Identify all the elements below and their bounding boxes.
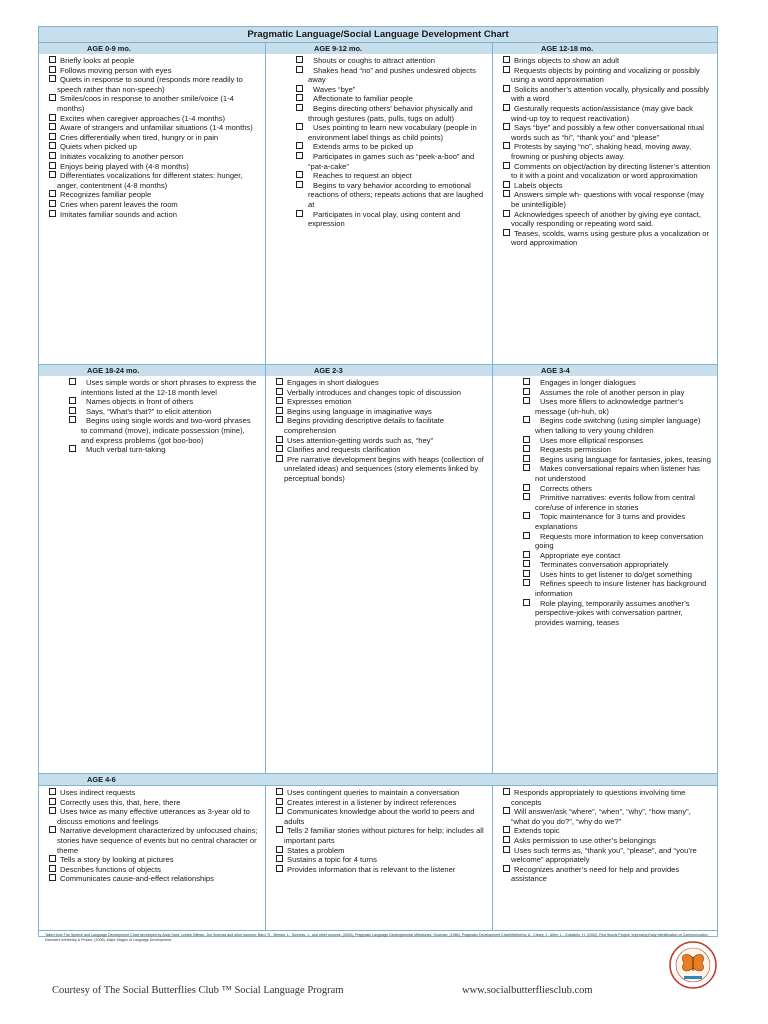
- checklist-item-text: Primitive narratives: events follow from central core/use of inference in stories: [535, 493, 695, 512]
- checklist-item: [503, 826, 711, 836]
- checklist-item-text: Tells 2 familiar stories without pictures for help; includes all important parts: [284, 826, 484, 845]
- checklist-item-text: Briefly looks at people: [60, 56, 135, 65]
- checkbox[interactable]: [503, 846, 510, 853]
- checkbox[interactable]: [276, 455, 283, 462]
- checklist-item: [49, 798, 259, 808]
- chart-title: Pragmatic Language/Social Language Development Chart: [39, 27, 717, 43]
- checklist-item: [276, 436, 486, 446]
- checklist-item: [49, 874, 259, 884]
- checklist-item-text: Aware of strangers and unfamiliar situations (1-4 months): [60, 123, 253, 133]
- checklist-item-text: Acknowledges speech of another by giving eye contact, vocally responding or repeating word said.: [511, 209, 702, 229]
- checklist-item-text: Expresses emotion: [287, 397, 352, 407]
- checkbox[interactable]: [276, 378, 283, 385]
- checklist-item-text: Topic maintenance for 3 turns and provides explanations: [535, 512, 686, 531]
- checklist-item-text: Communicates knowledge about the world to peers and adults: [284, 807, 475, 826]
- checkbox[interactable]: [276, 788, 283, 795]
- checkbox[interactable]: [69, 416, 76, 423]
- checkbox[interactable]: [503, 229, 510, 236]
- checkbox[interactable]: [49, 123, 56, 130]
- checklist-item-text: Begins using single words and two-word phrases to command (move), indicate possession (mine), and express problems (got boo-boo): [81, 416, 251, 445]
- checkbox[interactable]: [523, 416, 530, 423]
- checkbox[interactable]: [49, 114, 56, 121]
- checklist-item: [503, 123, 711, 142]
- checklist-item: [276, 94, 486, 104]
- checkbox[interactable]: [503, 865, 510, 872]
- checklist-item-text: Correctly uses this, that, here, there: [60, 797, 181, 807]
- checklist-item-text: Begins using language for fantasies, jokes, teasing: [540, 454, 711, 464]
- checklist-item: [503, 532, 711, 551]
- footer-courtesy: Courtesy of The Social Butterflies Club ™ Social Language Program: [52, 985, 344, 996]
- checkbox[interactable]: [296, 85, 303, 92]
- checklist-item: [503, 560, 711, 570]
- checkbox[interactable]: [49, 162, 56, 169]
- checklist-item-text: Uses pointing to learn new vocabulary (people in environment label things as child points): [308, 123, 477, 142]
- checkbox[interactable]: [523, 579, 530, 586]
- checkbox[interactable]: [49, 133, 56, 140]
- checklist-item: [49, 865, 259, 875]
- checklist-item: [276, 378, 486, 388]
- checklist-item: [276, 397, 486, 407]
- checkbox[interactable]: [296, 94, 303, 101]
- checklist-item: [49, 94, 259, 113]
- checklist-item: [49, 378, 259, 397]
- checkbox[interactable]: [296, 56, 303, 63]
- checklist-item: [503, 484, 711, 494]
- checklist-item-text: Differentiates vocalizations for different states: hunger, anger, contentment (4-8 months): [57, 171, 243, 190]
- checklist-item: [503, 512, 711, 531]
- checklist-item: [49, 123, 259, 133]
- checklist-item: [49, 114, 259, 124]
- row-infant: [39, 43, 717, 365]
- cell-age-4-6-col1: [39, 786, 265, 930]
- cell-age-4-6-col2: [265, 786, 492, 930]
- checkbox[interactable]: [69, 378, 76, 385]
- checklist-item-text: Recognizes familiar people: [60, 190, 152, 200]
- checklist-item-text: Begins code switching (using simpler language) when talking to very young children: [535, 416, 701, 435]
- checklist-item-text: Quiets in response to sound (responds more readily to speech rather than non-speech): [57, 75, 243, 94]
- checkbox[interactable]: [503, 836, 510, 843]
- checklist-item: [276, 152, 486, 171]
- checkbox[interactable]: [49, 798, 56, 805]
- checklist-item: [503, 162, 711, 181]
- list-age-3-4: [493, 376, 717, 773]
- checklist-item: [49, 142, 259, 152]
- checklist-item: [276, 416, 486, 435]
- checkbox[interactable]: [523, 455, 530, 462]
- checklist-item-text: Uses hints to get listener to do/get something: [540, 569, 692, 579]
- cell-age-3-4: [492, 365, 717, 773]
- checkbox[interactable]: [49, 190, 56, 197]
- checklist-item-text: Answers simple wh- questions with vocal response (may be unintelligible): [511, 190, 704, 209]
- checkbox[interactable]: [69, 407, 76, 414]
- checklist-item-text: Appropriate eye contact: [540, 550, 621, 560]
- checkbox[interactable]: [503, 104, 510, 111]
- cell-age-4-6-col3: [492, 786, 717, 930]
- checkbox[interactable]: [296, 104, 303, 111]
- checklist-item-text: Sustains a topic for 4 turns: [287, 855, 377, 865]
- checklist-item: [503, 378, 711, 388]
- checklist-item-text: Begins providing descriptive details to facilitate comprehension: [284, 416, 445, 435]
- checkbox[interactable]: [49, 200, 56, 207]
- checkbox[interactable]: [523, 551, 530, 558]
- checklist-item: [503, 416, 711, 435]
- checklist-item: [276, 807, 486, 826]
- checklist-item: [276, 104, 486, 123]
- checklist-item-text: Asks permission to use other’s belongings: [514, 835, 656, 845]
- checkbox[interactable]: [296, 152, 303, 159]
- checkbox[interactable]: [49, 210, 56, 217]
- checklist-item-text: Shakes head “no” and pushes undesired objects away: [308, 65, 476, 85]
- checklist-item-text: Engages in short dialogues: [287, 378, 379, 387]
- checklist-item: [503, 807, 711, 826]
- checkbox[interactable]: [523, 397, 530, 404]
- checklist-item: [49, 56, 259, 66]
- checklist-item-text: Extends topic: [514, 826, 560, 836]
- checklist-item-text: Names objects in front of others: [86, 397, 194, 407]
- checklist-item-text: Recognizes another’s need for help and provides assistance: [511, 864, 680, 884]
- checkbox[interactable]: [276, 798, 283, 805]
- checklist-item-text: Describes functions of objects: [60, 864, 161, 874]
- checklist-item: [276, 66, 486, 85]
- checklist-item-text: Imitates familiar sounds and action: [60, 209, 177, 219]
- checkbox[interactable]: [523, 464, 530, 471]
- checklist-item-text: Smiles/coos in response to another smile/voice (1-4 months): [57, 94, 234, 113]
- checkbox[interactable]: [503, 142, 510, 149]
- checklist-item-text: Responds appropriately to questions involving time concepts: [511, 788, 686, 807]
- checkbox[interactable]: [49, 855, 56, 862]
- checkbox[interactable]: [296, 142, 303, 149]
- cell-age-18-24: [39, 365, 265, 773]
- checklist-item-text: Verbally introduces and changes topic of discussion: [287, 387, 461, 397]
- checkbox[interactable]: [276, 445, 283, 452]
- checklist-item-text: Extends arms to be picked up: [313, 142, 414, 152]
- checklist-item: [276, 407, 486, 417]
- checkbox[interactable]: [503, 181, 510, 188]
- checklist-item: [276, 181, 486, 210]
- checkbox[interactable]: [49, 142, 56, 149]
- checklist-item-text: Communicates cause-and-effect relationships: [60, 874, 214, 884]
- checklist-item-text: Cries when parent leaves the room: [60, 199, 178, 209]
- checklist-item: [503, 846, 711, 865]
- checklist-item: [503, 436, 711, 446]
- checklist-item: [49, 788, 259, 798]
- checklist-item: [276, 865, 486, 875]
- checklist-item: [49, 152, 259, 162]
- checklist-item: [276, 445, 486, 455]
- checkbox[interactable]: [49, 807, 56, 814]
- checklist-item-text: Uses attention-getting words such as, “hey”: [287, 435, 434, 445]
- checkbox[interactable]: [523, 484, 530, 491]
- header-age-3-4: AGE 3-4: [493, 365, 717, 376]
- references: Taken from The Speech and Language Development Chart developed by Addy Sard, Leslea Sillman, Jim Suemas and other sources: Bard, R., Sillman, L., Suemas, J., and other sources. (2000). Pragmatic Language Developmental Milestones. Shulman, (1986). Pragmatic Development Chart/Wetherby, A., Cleary, J., Allen, L., Goldstein, H. (2002). First Words Project: Improving Early Identification of Communication Disorders Wetherby & Prizant, (2008). Major Stages of Language Development.: [45, 933, 708, 942]
- checkbox[interactable]: [276, 826, 283, 833]
- checklist-item-text: Gesturally requests action/assistance (may give back wind-up toy to request reactivation): [511, 103, 693, 123]
- checklist-item: [276, 788, 486, 798]
- checkbox[interactable]: [69, 445, 76, 452]
- checklist-item: [503, 229, 711, 248]
- list-age-2-3: [266, 376, 492, 773]
- checklist-item-text: Assumes the role of another person in play: [540, 387, 685, 397]
- checklist-item: [503, 210, 711, 229]
- checklist-item-text: Uses twice as many effective utterances as 3-year old to discuss emotions and feelings: [57, 807, 250, 826]
- checkbox[interactable]: [49, 826, 56, 833]
- checkbox[interactable]: [503, 807, 510, 814]
- checklist-item: [503, 445, 711, 455]
- checklist-item: [49, 826, 259, 855]
- checklist-item-text: Requests permission: [540, 445, 611, 455]
- checklist-item: [276, 171, 486, 181]
- checklist-item-text: Participates in games such as “peek-a-boo” and “pat-a-cake”: [308, 151, 475, 171]
- header-age-18-24: AGE 18-24 mo.: [39, 365, 265, 376]
- checkbox[interactable]: [296, 210, 303, 217]
- checklist-item: [503, 190, 711, 209]
- checklist-item: [503, 493, 711, 512]
- list-age-0-9: [39, 54, 265, 364]
- checklist-item: [503, 788, 711, 807]
- checklist-item-text: Reaches to request an object: [313, 171, 412, 181]
- checkbox[interactable]: [523, 512, 530, 519]
- checkbox[interactable]: [503, 85, 510, 92]
- header-age-2-3: AGE 2-3: [266, 365, 492, 376]
- checklist-item-text: Teases, scolds, warns using gesture plus a vocalization or word approximation: [511, 228, 710, 248]
- list-age-9-12: [266, 54, 492, 364]
- checklist-item: [49, 162, 259, 172]
- checkbox[interactable]: [503, 210, 510, 217]
- checklist-item: [503, 865, 711, 884]
- checklist-item: [276, 142, 486, 152]
- checklist-item-text: Affectionate to familiar people: [313, 94, 413, 104]
- checkbox[interactable]: [276, 397, 283, 404]
- checklist-item: [503, 836, 711, 846]
- checklist-item-text: Provides information that is relevant to the listener: [287, 864, 456, 874]
- checkbox[interactable]: [49, 94, 56, 101]
- checklist-item: [49, 397, 259, 407]
- checkbox[interactable]: [523, 378, 530, 385]
- checklist-item: [503, 181, 711, 191]
- list-age-4-6-col2: [266, 786, 492, 930]
- cell-age-9-12: [265, 43, 492, 364]
- checklist-item-text: Initiates vocalizing to another person: [60, 151, 184, 161]
- checklist-item: [276, 123, 486, 142]
- checkbox[interactable]: [296, 66, 303, 73]
- row-preschool: [39, 786, 717, 931]
- checklist-item: [49, 407, 259, 417]
- checkbox[interactable]: [49, 152, 56, 159]
- checklist-item: [49, 133, 259, 143]
- checkbox[interactable]: [276, 436, 283, 443]
- cell-age-12-18: [492, 43, 717, 364]
- checklist-item-text: Role playing, temporarily assumes another’s perspective-jokes with conversation partner, provides warning, teases: [535, 598, 690, 627]
- checklist-item-text: Says “bye” and possibly a few other conversational ritual words such as “hi”, “thank you” and “please”: [511, 123, 704, 142]
- checklist-item-text: Engages in longer dialogues: [540, 378, 636, 387]
- checklist-item: [49, 855, 259, 865]
- checklist-item-text: Narrative development characterized by unfocused chains; stories have sequence of events but no central character or theme: [57, 826, 258, 855]
- checklist-item-text: Tells a story by looking at pictures: [60, 855, 174, 865]
- checklist-item: [49, 200, 259, 210]
- checklist-item: [503, 104, 711, 123]
- checkbox[interactable]: [276, 388, 283, 395]
- checkbox[interactable]: [523, 493, 530, 500]
- checklist-item-text: Quiets when picked up: [60, 142, 137, 152]
- list-age-4-6-col3: [493, 786, 717, 930]
- checklist-item-text: Cries differentially when tired, hungry or in pain: [60, 132, 219, 142]
- checkbox[interactable]: [276, 807, 283, 814]
- header-age-12-18: AGE 12-18 mo.: [493, 43, 717, 54]
- checkbox[interactable]: [49, 788, 56, 795]
- footer-website-link[interactable]: www.socialbutterfliesclub.com: [462, 985, 593, 996]
- checklist-item: [49, 807, 259, 826]
- checklist-item-text: Uses more elliptical responses: [540, 435, 643, 445]
- checklist-item-text: Enjoys being played with (4-8 months): [60, 161, 189, 171]
- checklist-item: [503, 570, 711, 580]
- checklist-item-text: Corrects others: [540, 483, 592, 493]
- checkbox[interactable]: [523, 436, 530, 443]
- checklist-item: [276, 388, 486, 398]
- checklist-item-text: Refines speech to insure listener has background information: [535, 579, 707, 599]
- checklist-item-text: Begins to vary behavior according to emotional reactions of others; repeats actions that are laughed at: [308, 180, 484, 209]
- checklist-item-text: Requests more information to keep conversation going: [535, 531, 704, 551]
- checkbox[interactable]: [49, 56, 56, 63]
- checkbox[interactable]: [503, 123, 510, 130]
- social-butterflies-logo: [668, 940, 718, 990]
- checkbox[interactable]: [49, 75, 56, 82]
- checklist-item: [276, 846, 486, 856]
- checklist-item-text: Terminates conversation appropriately: [540, 560, 669, 570]
- checklist-item: [276, 85, 486, 95]
- checklist-item: [49, 66, 259, 76]
- checklist-item-text: Excites when caregiver approaches (1-4 months): [60, 113, 226, 123]
- checklist-item: [276, 826, 486, 845]
- checkbox[interactable]: [523, 599, 530, 606]
- cell-age-0-9: [39, 43, 265, 364]
- checkbox[interactable]: [276, 407, 283, 414]
- checkbox[interactable]: [503, 162, 510, 169]
- checklist-item: [276, 798, 486, 808]
- checkbox[interactable]: [296, 181, 303, 188]
- checklist-item: [503, 551, 711, 561]
- checklist-item-text: Clarifies and requests clarification: [287, 445, 401, 455]
- checklist-item: [276, 855, 486, 865]
- checklist-item: [276, 455, 486, 484]
- checklist-item-text: Participates in vocal play, using content and expression: [308, 209, 461, 229]
- checklist-item: [503, 142, 711, 161]
- list-age-18-24: [39, 376, 265, 773]
- cell-age-2-3: [265, 365, 492, 773]
- checkbox[interactable]: [49, 171, 56, 178]
- checkbox[interactable]: [276, 416, 283, 423]
- checklist-item-text: Brings objects to show an adult: [514, 56, 620, 65]
- checklist-item: [49, 210, 259, 220]
- development-chart: [38, 26, 718, 942]
- checklist-item: [503, 397, 711, 416]
- checkbox[interactable]: [49, 66, 56, 73]
- checkbox[interactable]: [296, 171, 303, 178]
- checklist-item-text: Uses such terms as, “thank you”, “please”, and “you’re welcome” appropriately: [511, 845, 697, 865]
- checkbox[interactable]: [523, 388, 530, 395]
- checklist-item-text: Says, “What’s that?” to elicit attention: [86, 406, 212, 416]
- header-age-0-9: AGE 0-9 mo.: [39, 43, 265, 54]
- checklist-item-text: Uses contingent queries to maintain a conversation: [287, 788, 460, 797]
- checklist-item-text: Solicits another’s attention vocally, physically and possibly with a word: [511, 84, 710, 104]
- checklist-item-text: Shouts or coughs to attract attention: [313, 56, 435, 65]
- checklist-item: [503, 388, 711, 398]
- checklist-item-text: Comments on object/action by directing listener’s attention to it with a point and vocalization or word approximation: [511, 161, 711, 181]
- checklist-item: [49, 190, 259, 200]
- header-age-9-12: AGE 9-12 mo.: [266, 43, 492, 54]
- list-age-12-18: [493, 54, 717, 364]
- checkbox[interactable]: [503, 66, 510, 73]
- checklist-item-text: Makes conversational repairs when listener has not understood: [535, 464, 700, 483]
- checklist-item-text: Much verbal turn-taking: [86, 445, 166, 455]
- checklist-item-text: Labels objects: [514, 180, 563, 190]
- checkbox[interactable]: [69, 397, 76, 404]
- checklist-item-text: Pre narrative development begins with heaps (collection of unrelated ideas) and sequences (story elements linked by perceptual bonds): [284, 454, 484, 483]
- checklist-item: [503, 464, 711, 483]
- checklist-item: [503, 66, 711, 85]
- checkbox[interactable]: [523, 532, 530, 539]
- checklist-item-text: Requests objects by pointing and vocalizing or possibly using a word approximation: [511, 65, 700, 85]
- checklist-item: [49, 171, 259, 190]
- checklist-item-text: Creates interest in a listener by indirect references: [287, 797, 457, 807]
- checkbox[interactable]: [503, 56, 510, 63]
- checklist-item: [276, 56, 486, 66]
- checkbox[interactable]: [49, 874, 56, 881]
- checkbox[interactable]: [276, 855, 283, 862]
- checklist-item-text: Will answer/ask “where”, “when”, “why”, “how many”, “what do you do?”, “why do we?”: [511, 807, 691, 826]
- checklist-item-text: States a problem: [287, 845, 345, 855]
- checklist-item: [503, 579, 711, 598]
- checkbox[interactable]: [503, 788, 510, 795]
- checkbox[interactable]: [276, 865, 283, 872]
- checklist-item-text: Follows moving person with eyes: [60, 65, 172, 75]
- checklist-item: [49, 75, 259, 94]
- checklist-item-text: Waves “bye”: [313, 84, 356, 94]
- checklist-item: [503, 455, 711, 465]
- checkbox[interactable]: [49, 865, 56, 872]
- checklist-item-text: Begins directing others’ behavior physically and through gestures (pats, pulls, tugs on adult): [308, 103, 473, 123]
- checkbox[interactable]: [276, 846, 283, 853]
- checkbox[interactable]: [503, 190, 510, 197]
- checklist-item-text: Uses indirect requests: [60, 788, 136, 797]
- checklist-item: [276, 210, 486, 229]
- checklist-item-text: Uses more fillers to acknowledge partner’s message (uh-huh, ok): [535, 397, 684, 416]
- checkbox[interactable]: [523, 445, 530, 452]
- row-toddler: [39, 365, 717, 774]
- checkbox[interactable]: [296, 123, 303, 130]
- checklist-item-text: Protests by saying “no”, shaking head, moving away, frowning or pushing objects away.: [511, 142, 692, 161]
- header-age-4-6: AGE 4-6: [39, 774, 717, 786]
- checklist-item-text: Uses simple words or short phrases to express the intentions listed at the 12-18 month level: [81, 378, 257, 397]
- checklist-item: [503, 599, 711, 628]
- checkbox[interactable]: [503, 826, 510, 833]
- checklist-item: [49, 416, 259, 445]
- checkbox[interactable]: [523, 560, 530, 567]
- checklist-item: [49, 445, 259, 455]
- checkbox[interactable]: [523, 570, 530, 577]
- checklist-item: [503, 85, 711, 104]
- list-age-4-6-col1: [39, 786, 265, 930]
- checklist-item: [503, 56, 711, 66]
- checklist-item-text: Begins using language in imaginative ways: [287, 406, 432, 416]
